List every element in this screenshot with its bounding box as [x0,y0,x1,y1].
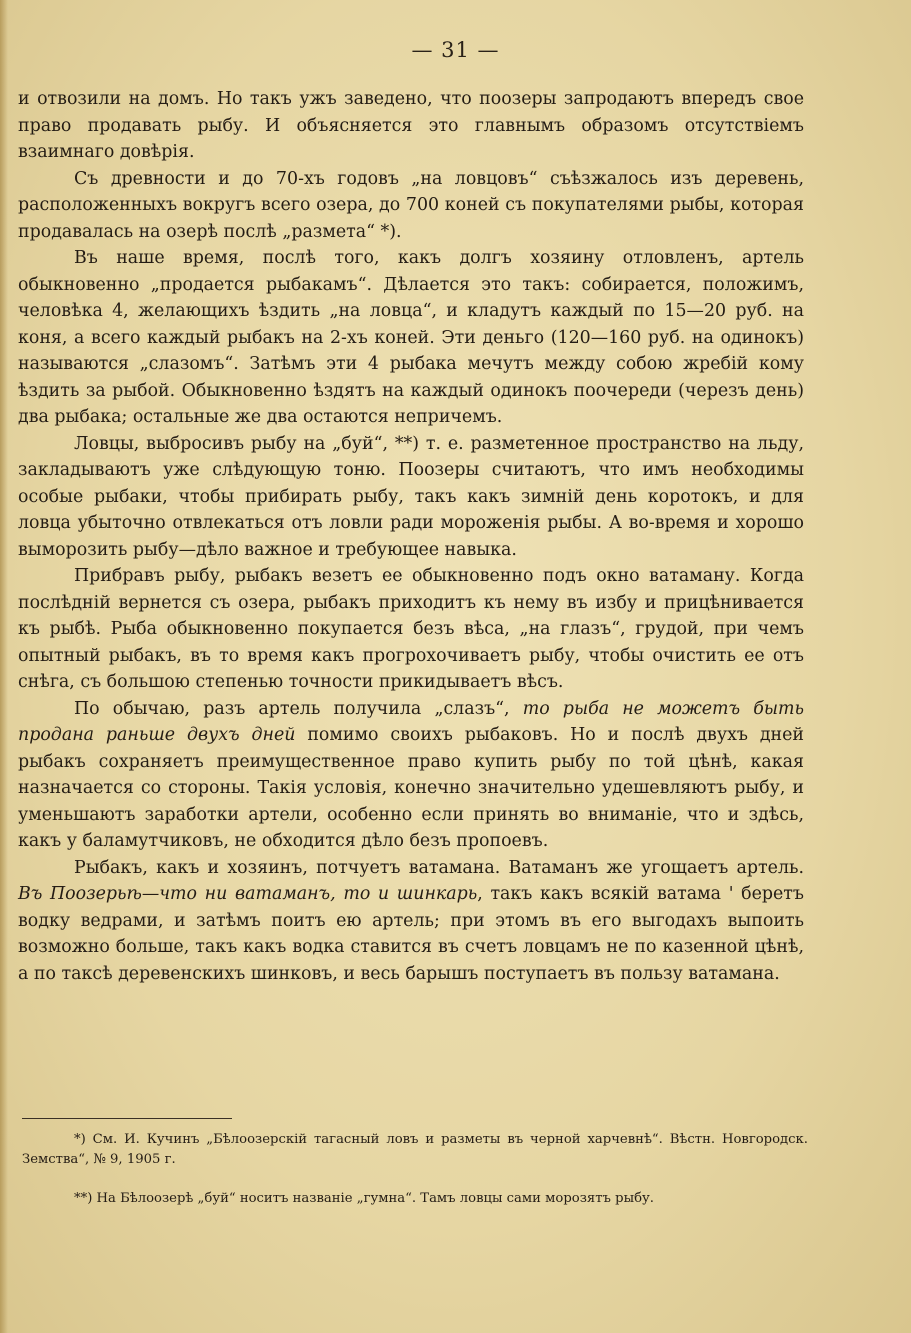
paragraph-4: Ловцы, выбросивъ рыбу на „буй“, **) т. е. разметенное пространство на льду, закладываютъ уже слѣдующую тоню. Поозеры считаютъ, что имъ необходимы особые рыбаки, чтобы прибирать рыбу, такъ какъ зимній день коротокъ, и для ловца убыточно отвлекаться отъ ловли ради мороженія рыбы. А во-время и хорошо выморозить рыбу—дѣло важное и требующее навыка. [18,433,804,560]
footnote-1: *) См. И. Кучинъ „Бѣлоозерскій тагасный ловъ и разметы въ черной харчевнѣ“. Вѣстн. Новгородск. Земства“, № 9, 1905 г. [22,1132,808,1167]
body-text [18,86,804,987]
paragraph-6-end: помимо своихъ рыбаковъ. Но и послѣ двухъ дней рыбакъ сохраняетъ преимущественное право купить рыбу по той цѣнѣ, какая назначается со стороны. Такія условія, конечно значительно удешевляютъ рыбу, и уменьшаютъ заработки артели, особенно если принять во вниманіе, что и здѣсь, какъ у баламутчиковъ, не обходится дѣло безъ пропоевъ. [18,725,805,851]
paragraph-7-end: , такъ какъ всякій ватама ' беретъ водку ведрами, и затѣмъ поитъ ею артель; при этомъ въ его выгодахъ выпоить возможно больше, такъ какъ водка ставится въ счетъ ловцамъ не по казенной цѣнѣ, а по таксѣ деревенскихъ шинковъ, и весь барышъ поступаетъ въ пользу ватамана. [18,884,804,984]
paragraph-7-start: Рыбакъ, какъ и хозяинъ, потчуетъ ватамана. Ватаманъ же угощаетъ артель. [74,857,804,878]
footnote-separator [22,1118,232,1119]
paragraph-5: Прибравъ рыбу, рыбакъ везетъ ее обыкновенно подъ окно ватаману. Когда послѣдній вернется съ озера, рыбакъ приходитъ къ нему въ избу и прицѣнивается къ рыбѣ. Рыба обыкновенно покупается безъ вѣса, „на глазъ“, грудой, при чемъ опытный рыбакъ, въ то время какъ прогрохочиваетъ рыбу, чтобы очистить ее отъ снѣга, съ большою степенью точности прикидываетъ вѣсъ. [18,566,804,692]
paragraph-7-italic: Въ Поозерьѣ—что ни ватаманъ, то и шинкарь [18,884,478,904]
paragraph-6-italic: то рыба не можетъ быть продана раньше двухъ дней [18,698,805,745]
paragraph-3: Въ наше время, послѣ того, какъ долгъ хозяину отловленъ, артель обыкновенно „продается рыбакамъ“. Дѣлается это такъ: собирается, положимъ, человѣка 4, желающихъ ѣздить „на ловца“, и кладутъ каждый по 15—20 руб. на коня, а всего каждый рыбакъ на 2-хъ коней. Эти деньго (120—160 руб. на одинокъ) называются „слазомъ“. Затѣмъ эти 4 рыбака мечутъ между собою жребій кому ѣздить за рыбой. Обыкновенно ѣздятъ на каждый одинокъ поочереди (черезъ день) два рыбака; остальные же два остаются непричемъ. [18,248,804,427]
paragraph-1: и отвозили на домъ. Но такъ ужъ заведено, что поозеры запродаютъ впередъ свое право продавать рыбу. И объясняется это главнымъ образомъ отсутствіемъ взаимнаго довѣрія. [18,89,804,162]
paragraph-6 [18,696,804,855]
footnotes [22,1130,808,1209]
paragraph-2: Съ древности и до 70-хъ годовъ „на ловцовъ“ съѣзжалось изъ деревень, расположенныхъ вокругъ всего озера, до 700 коней съ покупателями рыбы, которая продавалась на озерѣ послѣ „размета“ *). [18,168,804,242]
page-number: — 31 — [411,38,500,62]
paragraph-6-start: По обычаю, разъ артель получила „слазъ“, [74,698,523,719]
paragraph-7 [18,855,804,988]
footnote-2: **) На Бѣлоозерѣ „буй“ носитъ названіе „гумна“. Тамъ ловцы сами морозятъ рыбу. [74,1191,654,1206]
page-edge-shadow [0,0,8,1333]
